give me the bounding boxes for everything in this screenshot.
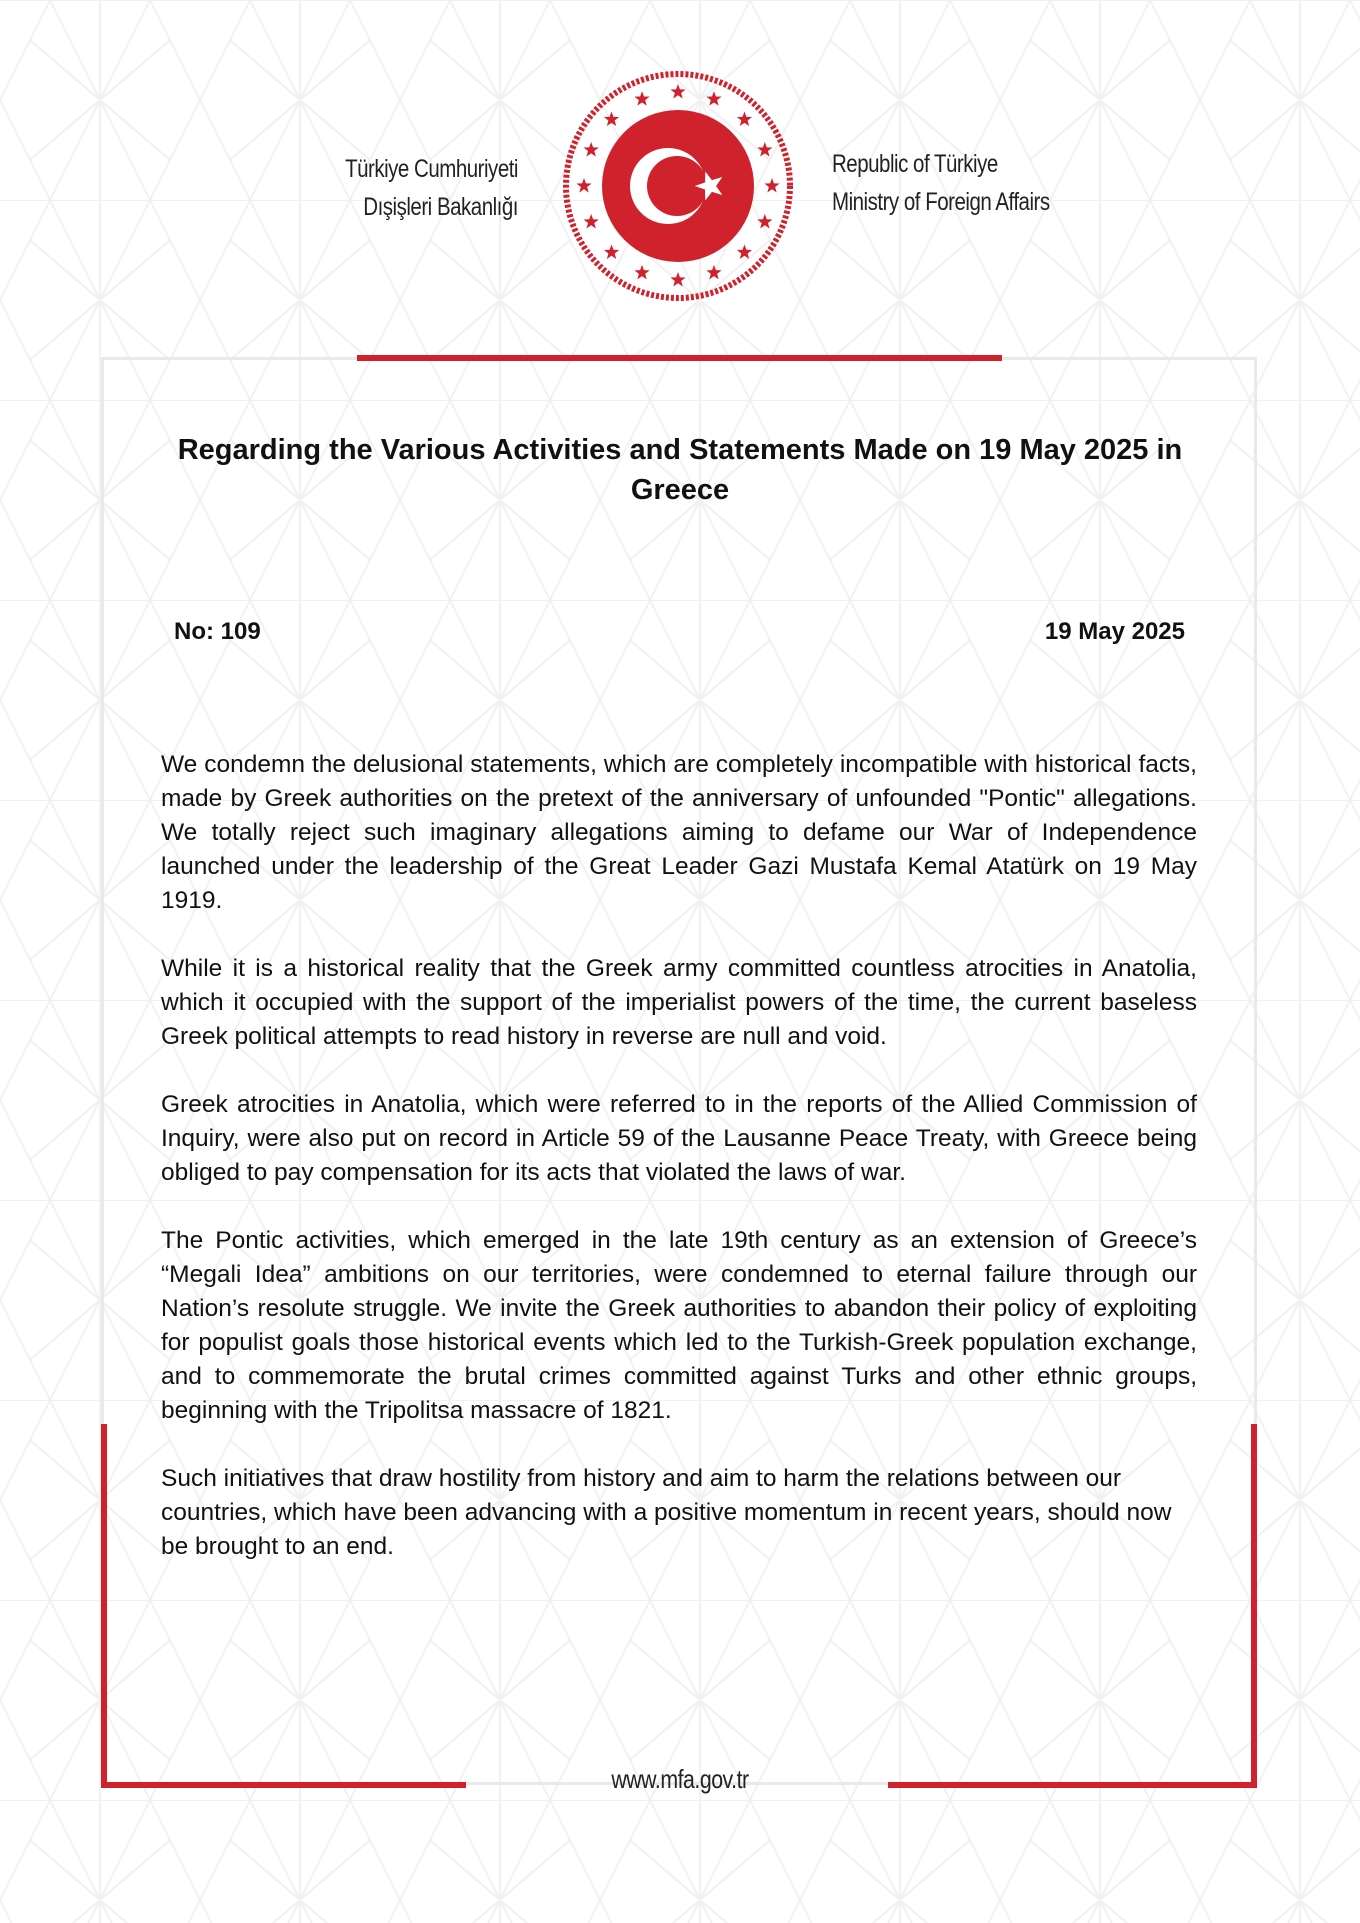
- emblem-star: [737, 244, 752, 258]
- left-red-bracket: [101, 1424, 107, 1788]
- emblem-star: [706, 265, 721, 279]
- emblem-star: [634, 91, 649, 105]
- document-number: No: 109: [174, 618, 261, 645]
- emblem-star: [757, 214, 772, 228]
- paragraph: The Pontic activities, which emerged in the late 19th century as an extension of Greece’s “Megali Idea” ambitions on our territories, were condemned to eternal failure through our Nation’s resolute struggle. We invite the Greek authorities to abandon their policy of exploiting for populist goals those historical events which led to the Turkish-Greek population exchange, and to commemorate the brutal crimes committed against Turks and other ethnic groups, beginning with the Tripolitsa massacre of 1821.: [161, 1227, 1197, 1424]
- emblem-star: [764, 178, 779, 192]
- header-right-line-2: Ministry of Foreign Affairs: [832, 188, 1050, 216]
- emblem-star: [604, 244, 619, 258]
- header-english-name: [832, 145, 1094, 221]
- document-date: 19 May 2025: [1044, 618, 1185, 645]
- turkish-mfa-emblem-icon: [560, 68, 796, 304]
- document-body: [161, 748, 1197, 1598]
- bottom-left-red-divider: [101, 1782, 466, 1788]
- emblem-star: [604, 112, 619, 126]
- paragraph: We condemn the delusional statements, which are completely incompatible with historical facts, made by Greek authorities on the pretext of the anniversary of unfounded "Pontic" allegations. We totally reject such imaginary allegations aiming to defame our War of Independence launched under the leadership of the Great Leader Gazi Mustafa Kemal Atatürk on 19 May 1919.: [161, 751, 1197, 914]
- emblem-star: [576, 178, 591, 192]
- emblem-star: [670, 84, 685, 98]
- paragraph: Greek atrocities in Anatolia, which were referred to in the reports of the Allied Commission of Inquiry, were also put on record in Article 59 of the Lausanne Peace Treaty, with Greece being obliged to pay compensation for its acts that violated the laws of war.: [161, 1091, 1197, 1186]
- footer-website-link[interactable]: www.mfa.gov.tr: [611, 1764, 749, 1794]
- emblem-star: [706, 91, 721, 105]
- emblem-star: [584, 142, 599, 156]
- right-red-bracket: [1251, 1424, 1257, 1788]
- paragraph: While it is a historical reality that the Greek army committed countless atrocities in Anatolia, which it occupied with the support of the imperialist powers of the time, the current baseless Greek political attempts to read history in reverse are null and void.: [161, 955, 1197, 1050]
- header-right-line-1: Republic of Türkiye: [832, 150, 998, 178]
- emblem-star: [634, 265, 649, 279]
- emblem-star: [584, 214, 599, 228]
- emblem-star: [737, 112, 752, 126]
- emblem-star: [670, 272, 685, 286]
- bottom-right-red-divider: [888, 1782, 1257, 1788]
- paragraph: Such initiatives that draw hostility from history and aim to harm the relations between our countries, which have been advancing with a positive momentum in recent years, should now be brought to an end.: [161, 1465, 1172, 1560]
- header-left-line-1: Türkiye Cumhuriyeti: [345, 155, 518, 183]
- top-red-divider: [357, 355, 1002, 361]
- header-left-line-2: Dışişleri Bakanlığı: [363, 193, 518, 221]
- emblem-star: [757, 142, 772, 156]
- header-turkish-name: [339, 150, 518, 226]
- document-title: Regarding the Various Activities and Statements Made on 19 May 2025 in Greece: [177, 434, 1183, 506]
